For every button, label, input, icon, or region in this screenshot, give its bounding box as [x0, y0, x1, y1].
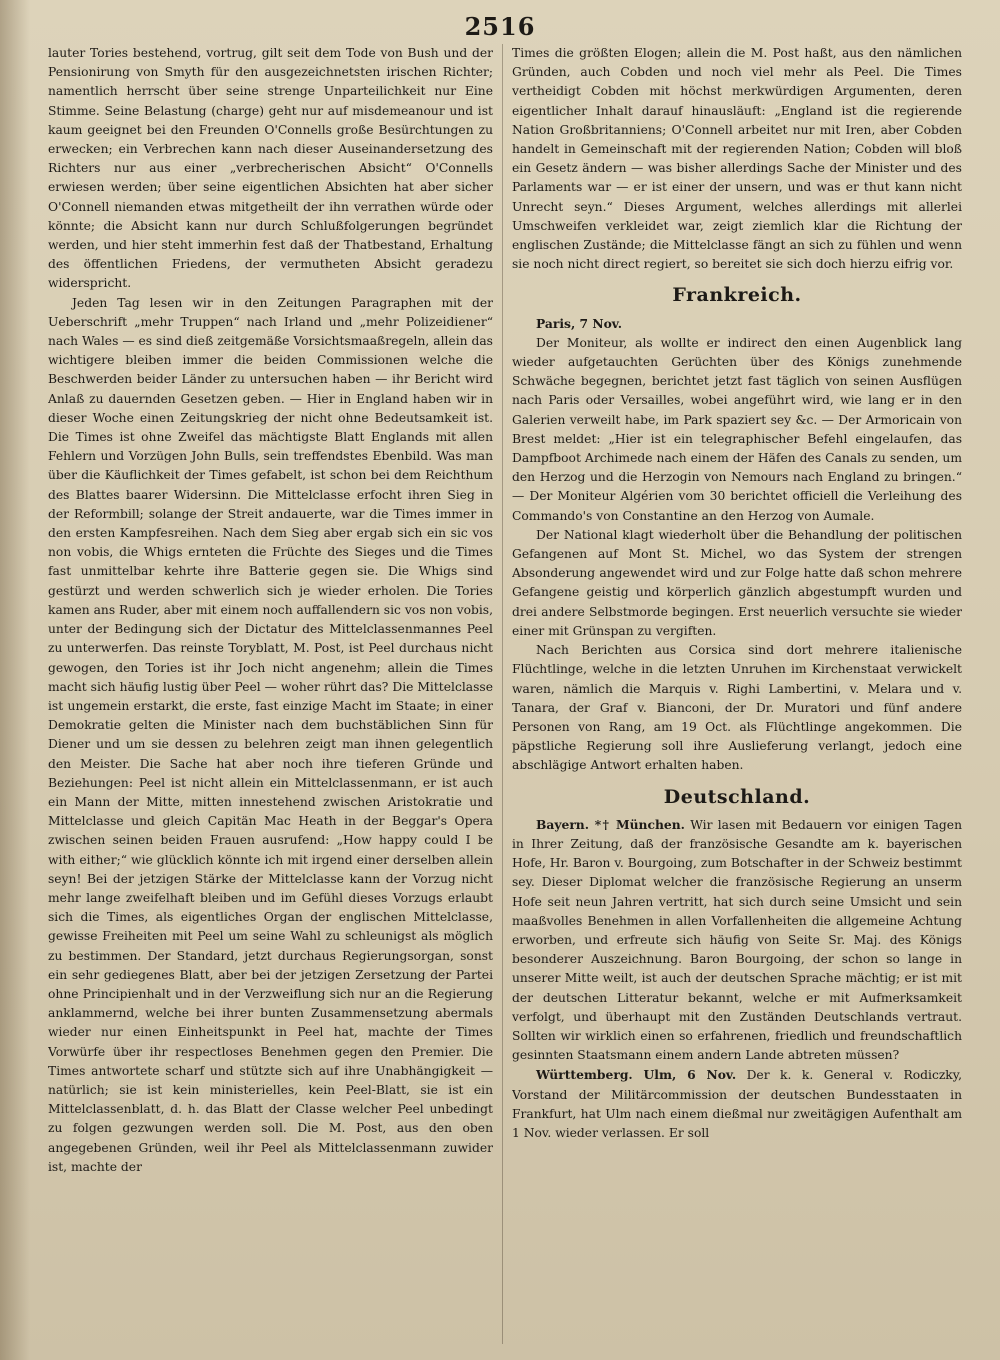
section-heading-germany: Deutschland.: [663, 785, 811, 808]
wuerttemberg-paragraph: Der k. k. General v. Rodiczky, Vorstand der Militärcommission der deutschen Bundesstaaten in Frankfurt, hat Ulm nach einem dießmal nur zweitägigen Aufenthalt am 1 Nov. wieder verlassen. Er soll: [512, 1068, 962, 1140]
right-paragraph-1: Times die größten Elogen; allein die M. Post haßt, aus den nämlichen Gründen, auch Cobden und noch viel mehr als Peel. Die Times vertheidigt Cobden mit höchst merkwürdigen Argumenten, deren eigentlicher Inhalt darauf hinausläuft: „England ist die regierende Nation Großbritanniens; O'Connell arbeitet nur mit Iren, aber Cobden handelt in Gemeinschaft mit der regierenden Nation; Cobden will bloß ein Gesetz ändern — was bisher allerdings Sache der Minister und des Parlaments war — er ist einer der unsern, und was er thut kann nicht Unrecht seyn.“ Dieses Argument, welches allerdings mit allerlei Umschweifen verkleidet war, zeigt ziemlich klar die Richtung der englischen Zustände; die Mittelclasse fängt an sich zu fühlen und wenn sie noch nicht direct regiert, so bereitet sie sich doch hierzu eifrig vor.: [512, 46, 962, 272]
bayern-paragraph: Wir lasen mit Bedauern vor einigen Tagen in Ihrer Zeitung, daß der französische Gesandte am k. bayerischen Hofe, Hr. Baron v. Bourgoing, zum Botschafter in der Schweiz bestimmt sey. Dieser Diplomat welcher die französische Regierung an unserm Hofe seit neun Jahren vertritt, hat sich durch seine Umsicht und sein maaßvolles Benehmen in allen Vorfallenheiten die allgemeine Achtung erworben, und erfreute sich häufig von Seite Sr. Maj. des Königs besonderer Auszeichnung. Baron Bourgoing, der schon so lange in unserer Mitte weilt, ist auch der deutschen Sprache mächtig; er ist mit der deutschen Litteratur bekannt, welche er mit Aufmerksamkeit verfolgt, und überhaupt mit den Zuständen Deutschlands vertraut. Sollten wir wirklich einen so erfahrenen, friedlich und freundschaftlich gesinnten Staatsmann einem andern Lande abtreten müssen?: [512, 817, 962, 1063]
france-paragraph-3: Nach Berichten aus Corsica sind dort mehrere italienische Flüchtlinge, welche in die letzten Unruhen im Kirchenstaat verwickelt waren, nämlich die Marquis v. Righi Lambertini, v. Melara und v. Tanara, der Graf v. Bianconi, der Dr. Muratori und fünf andere Personen von Rang, am 19 Oct. als Flüchtlinge angekommen. Die päpstliche Regierung soll ihre Auslieferung verlangt, jedoch eine abschlägige Antwort erhalten haben.: [512, 643, 962, 773]
dateline-paris: Paris, 7 Nov.: [536, 315, 622, 331]
column-divider: [502, 44, 503, 1344]
dateline-wuerttemberg: Württemberg. Ulm, 6 Nov.: [536, 1067, 737, 1083]
france-paragraph-1: Der Moniteur, als wollte er indirect den einen Augenblick lang wieder aufgetauchten Gerüchten über des Königs zunehmende Schwäche begegnen, berichtet jetzt fast täglich von seinen Ausflügen nach Paris oder Versailles, wobei angeführt wird, wie lang er in den Galerien verweilt habe, im Park spaziert sey &c. — Der Armoricain von Brest meldet: „Hier ist ein telegraphischer Befehl eingelaufen, das Dampfboot Archimede nach einem der Häfen des Canals zu senden, um den Herzog und die Herzogin von Nemours nach England zu bringen.“ — Der Moniteur Algérien vom 30 berichtet officiell die Verleihung des Commando's von Constantine an den Herzog von Aumale.: [512, 335, 962, 523]
right-column: [512, 44, 962, 1344]
page-number: 2516: [464, 12, 536, 41]
dateline-bayern: Bayern. *† München.: [536, 816, 685, 832]
left-paragraph-1: lauter Tories bestehend, vortrug, gilt seit dem Tode von Bush und der Pensionirung von Smyth für den ausgezeichnetsten irischen Richter; namentlich herrscht über seine strenge Unparteilichkeit nur Eine Stimme. Seine Belastung (charge) geht nur auf misdemeanour und ist kaum geeignet bei den Freunden O'Connells große Besürchtungen zu erwecken; ein Verbrechen kann nach dieser Auseinandersetzung des Richters nur aus einer „verbrecherischen Absicht“ O'Connells erwiesen werden; über seine eigentlichen Absichten hat aber sicher O'Connell niemanden etwas mitgetheilt der ihn verrathen würde oder könnte; die Absicht kann nur durch Schlußfolgerungen begründet werden, und hier steht immerhin fest daß der Thatbestand, Erhaltung des öffentlichen Friedens, der vermutheten Absicht geradezu widerspricht.: [48, 46, 493, 291]
left-column: [48, 44, 493, 1344]
section-heading-france: Frankreich.: [672, 284, 802, 307]
left-paragraph-2: Jeden Tag lesen wir in den Zeitungen Paragraphen mit der Ueberschrift „mehr Truppen“ nach Irland und „mehr Polizeidiener“ nach Wales — es sind dieß zeitgemäße Vorsichtsmaaßregeln, allein das wichtigere bleiben immer die beiden Commissionen welche die Beschwerden beider Länder zu untersuchen haben — ihr Bericht wird Anlaß zu dauernden Gesetzen geben. — Hier in England haben wir in dieser Woche einen Zeitungskrieg der nicht ohne Bedeutsamkeit ist. Die Times ist ohne Zweifel das mächtigste Blatt Englands mit allen Fehlern und Vorzügen John Bulls, sein treffendstes Ebenbild. Was man über die Käuflichkeit der Times gefabelt, ist schon bei dem Reichthum des Blattes baarer Widersinn. Die Mittelclasse erfocht ihren Sieg in der Reformbill; solange der Streit andauerte, war die Times immer in den ersten Kampfesreihen. Nach dem Sieg aber ergab sich ein sic vos non vobis, die Whigs ernteten die Früchte des Sieges und die Times fast unmittelbar kehrte ihre Batterie gegen sie. Die Whigs sind gestürzt und werden schwerlich sich je wieder erholen. Die Tories kamen ans Ruder, aber mit einem noch auffallendern sic vos non vobis, unter der Bedingung sich der Dictatur des Mittelclassenmannes Peel zu unterwerfen. Das reinste Toryblatt, M. Post, ist Peel durchaus nicht gewogen, den Tories ist ihr Joch nicht angenehm; allein die Times macht sich häufig lustig über Peel — woher rührt das? Die Mittelclasse ist ungemein erstarkt, die erste, fast einzige Macht im Staate; in einer Demokratie gelten die Minister nach dem buchstäblichen Sinn für Diener und um sie dessen zu belehren zeigt man ihnen gelegentlich den Meister. Die Sache hat aber noch ihre tieferen Gründe und Beziehungen: Peel ist nicht allein ein Mittelclassenmann, er ist auch ein Mann der Mitte, mitten innestehend zwischen Aristokratie und Mittelclasse und gleich Capitän Mac Heath in der Beggar's Opera zwischen seinen beiden Frauen ausrufend: „How happy could I be with either;“ wie glücklich könnte ich mit irgend einer derselben allein seyn! Bei der jetzigen Stärke der Mittelclasse kann der Vorzug nicht mehr lange zweifelhaft bleiben und im Gefühl dieses Vorzugs erlaubt sich die Times, als eigentliches Organ der englischen Mittelclasse, gewisse Freiheiten mit Peel um seine Wahl zu schleunigst als möglich zu bestimmen. Der Standard, jetzt durchaus Regierungsorgan, sonst ein sehr gediegenes Blatt, aber bei der jetzigen Zersetzung der Partei ohne Principienhalt und in der Verzweiflung sich nur an die Regierung anklammernd, welche bei ihrer bunten Zusammensetzung abermals wieder nur einen Einheitspunkt in Peel hat, machte der Times Vorwürfe über ihr respectloses Benehmen gegen den Premier. Die Times antwortete scharf und stützte sich auf ihre Unabhängigkeit — natürlich; sie ist kein ministerielles, kein Peel-Blatt, sie ist ein Mittelclassenblatt, d. h. das Blatt der Classe welcher Peel unbedingt zu folgen gezwungen werden soll. Die M. Post, aus den oben angegebenen Gründen, weil ihr Peel als Mittelclassenmann zuwider ist, machte der: [48, 295, 493, 1174]
france-paragraph-2: Der National klagt wiederholt über die Behandlung der politischen Gefangenen auf Mont St. Michel, wo das System der strengen Absonderung angewendet wird und zur Folge hatte daß schon mehrere Gefangene geistig und körperlich gänzlich abgestumpft wurden und drei andere Selbstmorde begingen. Erst neuerlich versuchte sie wieder einer mit Grünspan zu vergiften.: [512, 527, 962, 638]
binding-shadow: [0, 0, 30, 1360]
